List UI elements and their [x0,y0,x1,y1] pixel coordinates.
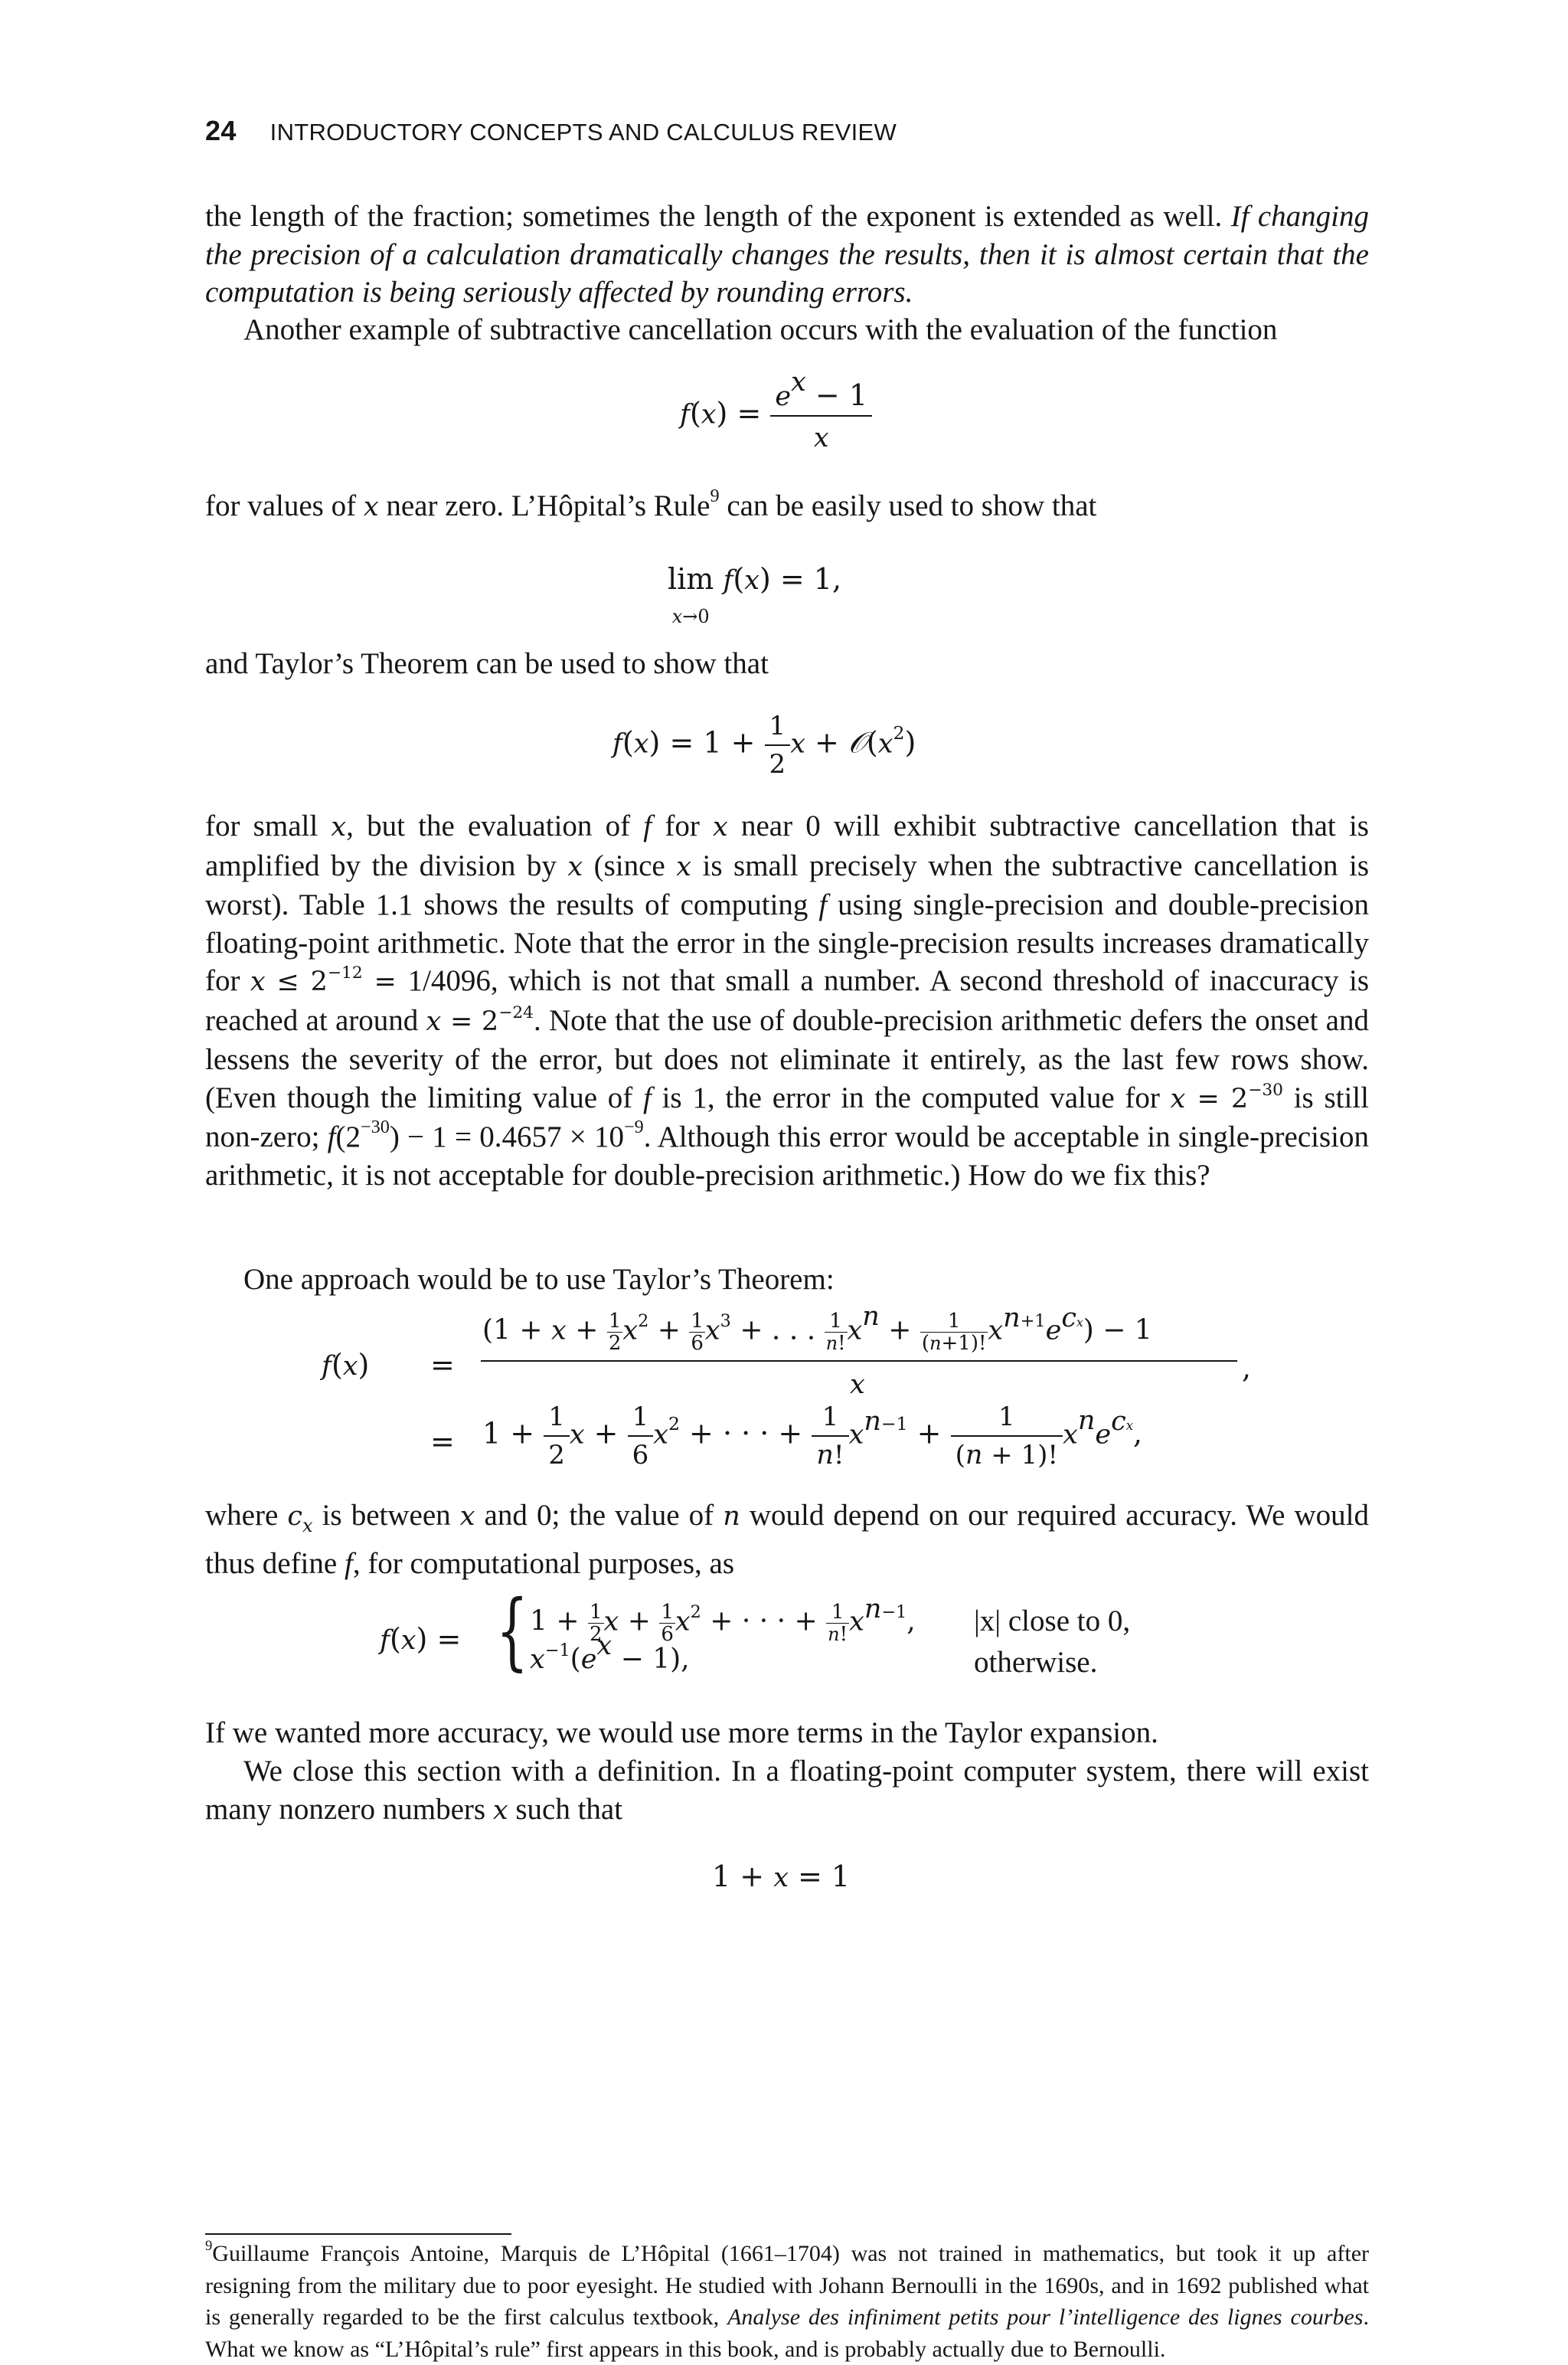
italic-emphasis: If changing the precision of a calculation dramatically changes the results, then it is almost certain that the computation is being seriously affected by rounding errors. [205,200,1369,309]
equation-one-plus-x: 1 + x = 1 [712,1860,851,1893]
footnote-text: . What we know as “L’Hôpital’s rule” first appears in this book, and is probably actually due to Bernoulli. [205,2304,1369,2362]
text-run: can be easily used to show that [719,489,1097,522]
paragraph-definition: We close this section with a definition. In a floating-point computer system, there will exist many nonzero numbers x such that [205,1755,1369,1826]
footnote-rule [205,2233,511,2235]
text-run: is small precisely when the subtractive cancellation is worst). Table 1.1 shows the results of computing [205,849,1369,921]
equation-piecewise: f(x) = { 1 + $\frac{1}{2}$ x + $\frac{1}{6}$ $x^2$ + · · · + $\frac{1}{n!}$ $x^{n-1}$, $x^{-1}(e^x - 1)$, |x| close to 0, otherwise. [380,1582,1131,1680]
text-run: near zero. L’Hôpital’s Rule [378,489,710,522]
text-run: for [652,810,714,842]
running-title: INTRODUCTORY CONCEPTS AND CALCULUS REVIEW [270,119,897,146]
equation-f-definition: f(x) = $\frac{e^x - 1}{x}$ [680,378,872,453]
text-run: and 0; the value of [475,1499,724,1532]
page-number: 24 [205,115,237,146]
text-run: . Although this error would be acceptable in single-precision arithmetic, it is not acceptable for double-precision arithmetic.) How do we fix this? [205,1120,1369,1192]
text-run: , but the evaluation of [346,810,644,842]
running-head [205,115,897,147]
text-run: would depend on our required accuracy. We would thus define [205,1499,1369,1581]
text-run: using single-precision and double-precision floating-point arithmetic. Note that the error in the single-precision results increases dramatically for [205,888,1369,997]
case-close-label: |x| close to 0, [974,1604,1131,1637]
paragraph-taylor: and Taylor’s Theorem can be used to show that [205,647,769,680]
text-run: (since [583,849,677,882]
text-run: for values of [205,489,364,522]
footnote-text: Guillaume François Antoine, Marquis de L’Hôpital (1661–1704) was not trained in mathematics, but took it up after resigning from the military due to poor eyesight. He studied with Johann Bernoulli in the 1690s, and in 1692 published what is generally regarded to be the first calculus textbook, [205,2241,1369,2330]
case-otherwise-label: otherwise. [974,1646,1098,1679]
text-run: is still non-zero; [205,1081,1369,1153]
equation-taylor-expansion: f(x) = (1 + x + $\frac{1}{2}$ $x^2$ + $\frac{1}{6}$ $x^3$ + . . . $\frac{1}{n!}$ $x^n$ + $\frac{1}{(n+1)!}$ $x^{n+1}e^{cx}) - 1$ x , = 1 + $\frac{1}{2}$ x + $\frac{1}{6}$ $x^2$ + · · · + $\frac{1}{n!}$ $x^{n-1}$ + $\frac{1}{(n + 1)!}$ $x^ne^{cx}$, [322,1301,1252,1470]
text-run: , for computational purposes, as [352,1547,735,1581]
text-run: where [205,1499,288,1532]
footnote-marker: 9 [205,2238,213,2255]
text-run: We close this section with a definition. In a floating-point computer system, there will exist many nonzero numbers [205,1755,1369,1826]
equation-taylor-approx: f(x) = 1 + $\frac{1}{2}$ $x + 𝒪(x^2)$ [612,711,916,780]
paragraph-near-zero: for values of x near zero. L’Hôpital’s Rule$^9$ can be easily used to show that [205,486,1097,522]
text-run: , which is not that small a number. A second threshold of inaccuracy is reached at around [205,964,1369,1037]
text-run: the length of the fraction; sometimes the length of the exponent is extended as well. [205,200,1231,233]
paragraph-precision [205,198,1369,312]
equation-limit: lim x→0 f(x) = 1, [668,562,842,627]
paragraph-another-example: Another example of subtractive cancellation occurs with the evaluation of the function [243,313,1278,346]
paragraph-where-cx: where $c_x$ is between x and 0; the value of n would depend on our required accuracy. We would thus define f, for computational purposes, as [205,1499,1369,1581]
text-run: for small [205,810,332,842]
footnote-book-title: Analyse des infiniment petits pour l’intelligence des lignes courbes [727,2304,1364,2330]
paragraph-more-accuracy: If we wanted more accuracy, we would use more terms in the Taylor expansion. [205,1716,1158,1749]
text-run: is between [312,1499,460,1532]
text-run: is 1, the error in the computed value for [651,1081,1171,1114]
paragraph-small-x: for small x, but the evaluation of f for x near 0 will exhibit subtractive cancellation that is amplified by the division by x (since x is small precisely when the subtractive cancellation is worst). Table 1.1 shows the results of computing f using single-precision and double-precision floating-point arithmetic. Note that the error in the single-precision results increases dramatically for $x \le 2^{-12} = 1/4096$, which is not that small a number. A second threshold of inaccuracy is reached at around $x = 2^{-24}$. Note that the use of double-precision arithmetic defers the onset and lessens the severity of the error, but does not eliminate it entirely, as the last few rows show. (Even though the limiting value of f is 1, the error in the computed value for $x = 2^{-30}$ is still non-zero; $f(2^{-30}) - 1 = 0.4657 \times 10^{-9}$. Although this error would be acceptable in single-precision arithmetic, it is not acceptable for double-precision arithmetic.) How do we fix this? [205,810,1369,1192]
text-run: near 0 will exhibit subtractive cancellation that is amplified by the division by [205,810,1369,882]
fraction-bar [481,1360,1237,1362]
text-run: . Note that the use of double-precision arithmetic defers the onset and lessens the severity of the error, but does not eliminate it entirely, as the last few rows show. (Even though the limiting value of [205,1003,1369,1114]
footnote [205,2238,1369,2365]
paragraph-one-approach: One approach would be to use Taylor’s Theorem: [243,1263,835,1296]
footnote-ref: 9 [710,486,720,507]
text-run: such that [508,1792,623,1826]
